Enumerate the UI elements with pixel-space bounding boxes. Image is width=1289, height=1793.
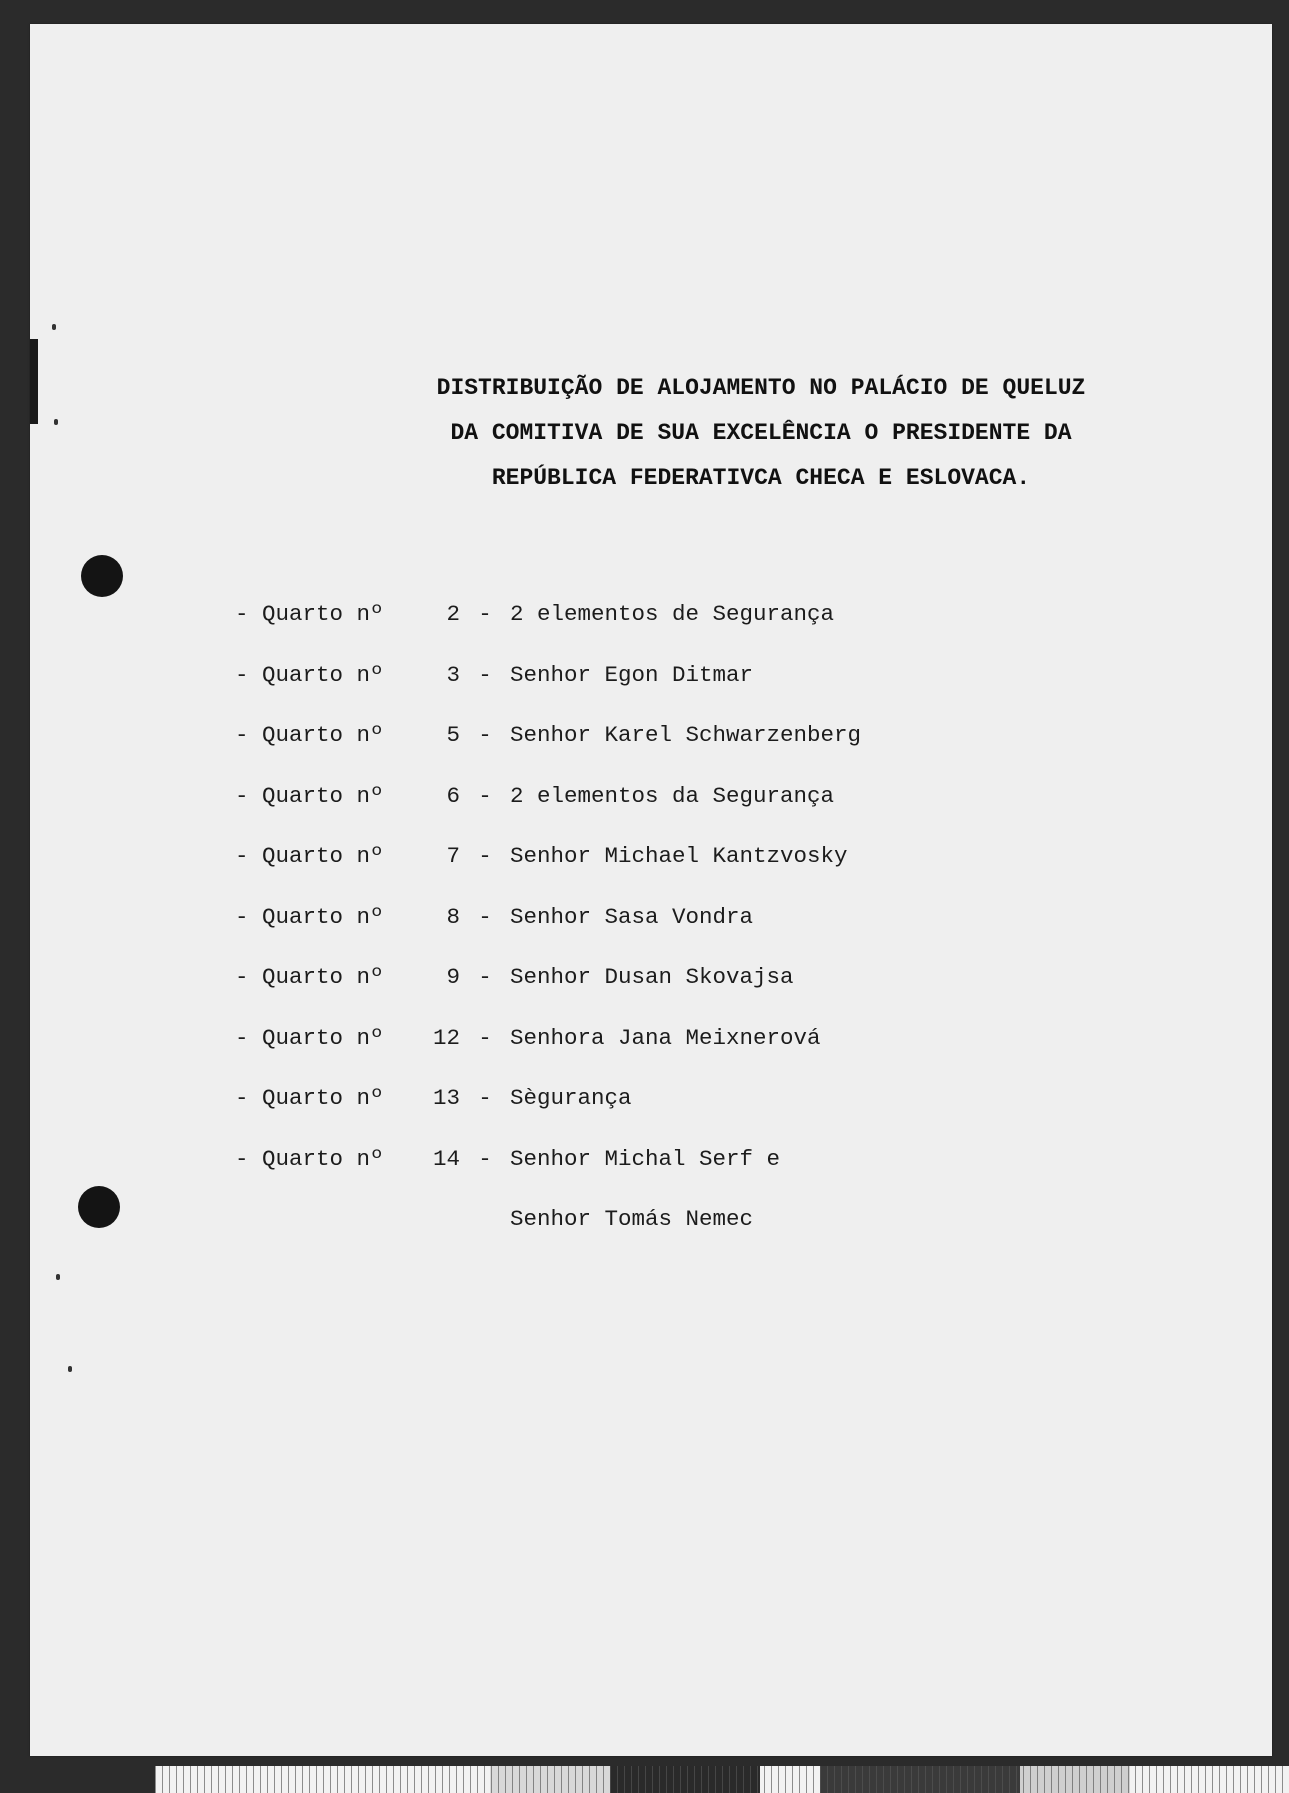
- room-row: [235, 584, 861, 645]
- room-separator: -: [478, 1145, 492, 1172]
- ruler-ticks: [155, 1766, 1289, 1793]
- room-prefix: - Quarto nº: [235, 903, 384, 930]
- room-number: 14: [432, 1145, 460, 1172]
- room-prefix: - Quarto nº: [235, 964, 384, 990]
- title-line: DISTRIBUIÇÃO DE ALOJAMENTO NO PALÁCIO DE QUELUZ: [436, 375, 1086, 401]
- edge-mark: [30, 339, 38, 424]
- room-prefix: - Quarto nº: [235, 661, 384, 688]
- room-occupant-continuation: Senhor Tomás Nemec: [510, 1206, 754, 1232]
- spacer: [235, 1189, 400, 1250]
- room-number: 2: [446, 601, 460, 627]
- title-line: REPÚBLICA FEDERATIVCA CHECA E ESLOVACA.: [491, 465, 1031, 491]
- room-number: 7: [446, 843, 460, 869]
- room-separator: -: [478, 722, 492, 748]
- room-separator: -: [478, 1024, 492, 1051]
- speck-mark: [52, 324, 56, 330]
- room-row-continuation: [235, 1189, 861, 1250]
- room-number: 5: [446, 722, 460, 748]
- room-separator: -: [478, 601, 492, 627]
- room-occupant: Senhor Dusan Skovajsa: [510, 964, 794, 990]
- room-number: 12: [432, 1024, 460, 1051]
- room-occupant: Senhor Egon Ditmar: [510, 661, 754, 688]
- room-prefix: - Quarto nº: [235, 843, 384, 869]
- room-occupant: 2 elementos da Segurança: [510, 782, 835, 809]
- room-number: 13: [432, 1085, 460, 1111]
- scale-ruler: [155, 1766, 1289, 1793]
- room-row: [235, 1008, 861, 1069]
- room-separator: -: [478, 661, 492, 688]
- room-occupant: Senhor Sasa Vondra: [510, 903, 754, 930]
- spacer: [460, 1189, 510, 1250]
- room-list: [235, 584, 861, 1250]
- room-row: [235, 887, 861, 948]
- room-row: [235, 1068, 861, 1129]
- title-line: DA COMITIVA DE SUA EXCELÊNCIA O PRESIDENTE DA: [450, 420, 1072, 446]
- spacer: [400, 1189, 460, 1250]
- document-title: [355, 366, 1167, 501]
- room-row: [235, 947, 861, 1008]
- room-prefix: - Quarto nº: [235, 601, 384, 627]
- room-separator: -: [478, 782, 492, 809]
- room-prefix: - Quarto nº: [235, 722, 384, 748]
- room-prefix: - Quarto nº: [235, 782, 384, 809]
- document-page: [30, 24, 1272, 1756]
- room-row: [235, 826, 861, 887]
- punch-hole-bottom: [78, 1186, 120, 1228]
- room-row: [235, 766, 861, 827]
- room-row: [235, 1129, 861, 1190]
- room-number: 9: [446, 964, 460, 990]
- room-occupant: Senhor Karel Schwarzenberg: [510, 722, 862, 748]
- room-occupant: Senhor Michal Serf e: [510, 1145, 781, 1172]
- room-number: 6: [446, 782, 460, 809]
- room-prefix: - Quarto nº: [235, 1024, 384, 1051]
- room-row: [235, 705, 861, 766]
- room-number: 3: [446, 661, 460, 688]
- speck-mark: [56, 1274, 60, 1280]
- speck-mark: [68, 1366, 72, 1372]
- room-row: [235, 645, 861, 706]
- room-separator: -: [478, 903, 492, 930]
- room-separator: -: [478, 843, 492, 869]
- speck-mark: [54, 419, 58, 425]
- room-occupant: Senhora Jana Meixnerová: [510, 1024, 821, 1051]
- room-prefix: - Quarto nº: [235, 1145, 384, 1172]
- room-prefix: - Quarto nº: [235, 1085, 384, 1111]
- room-occupant: Sègurança: [510, 1085, 632, 1111]
- room-separator: -: [478, 1085, 492, 1111]
- room-occupant: Senhor Michael Kantzvosky: [510, 843, 848, 869]
- punch-hole-top: [81, 555, 123, 597]
- room-separator: -: [478, 964, 492, 990]
- room-occupant: 2 elementos de Segurança: [510, 601, 835, 627]
- room-number: 8: [446, 903, 460, 930]
